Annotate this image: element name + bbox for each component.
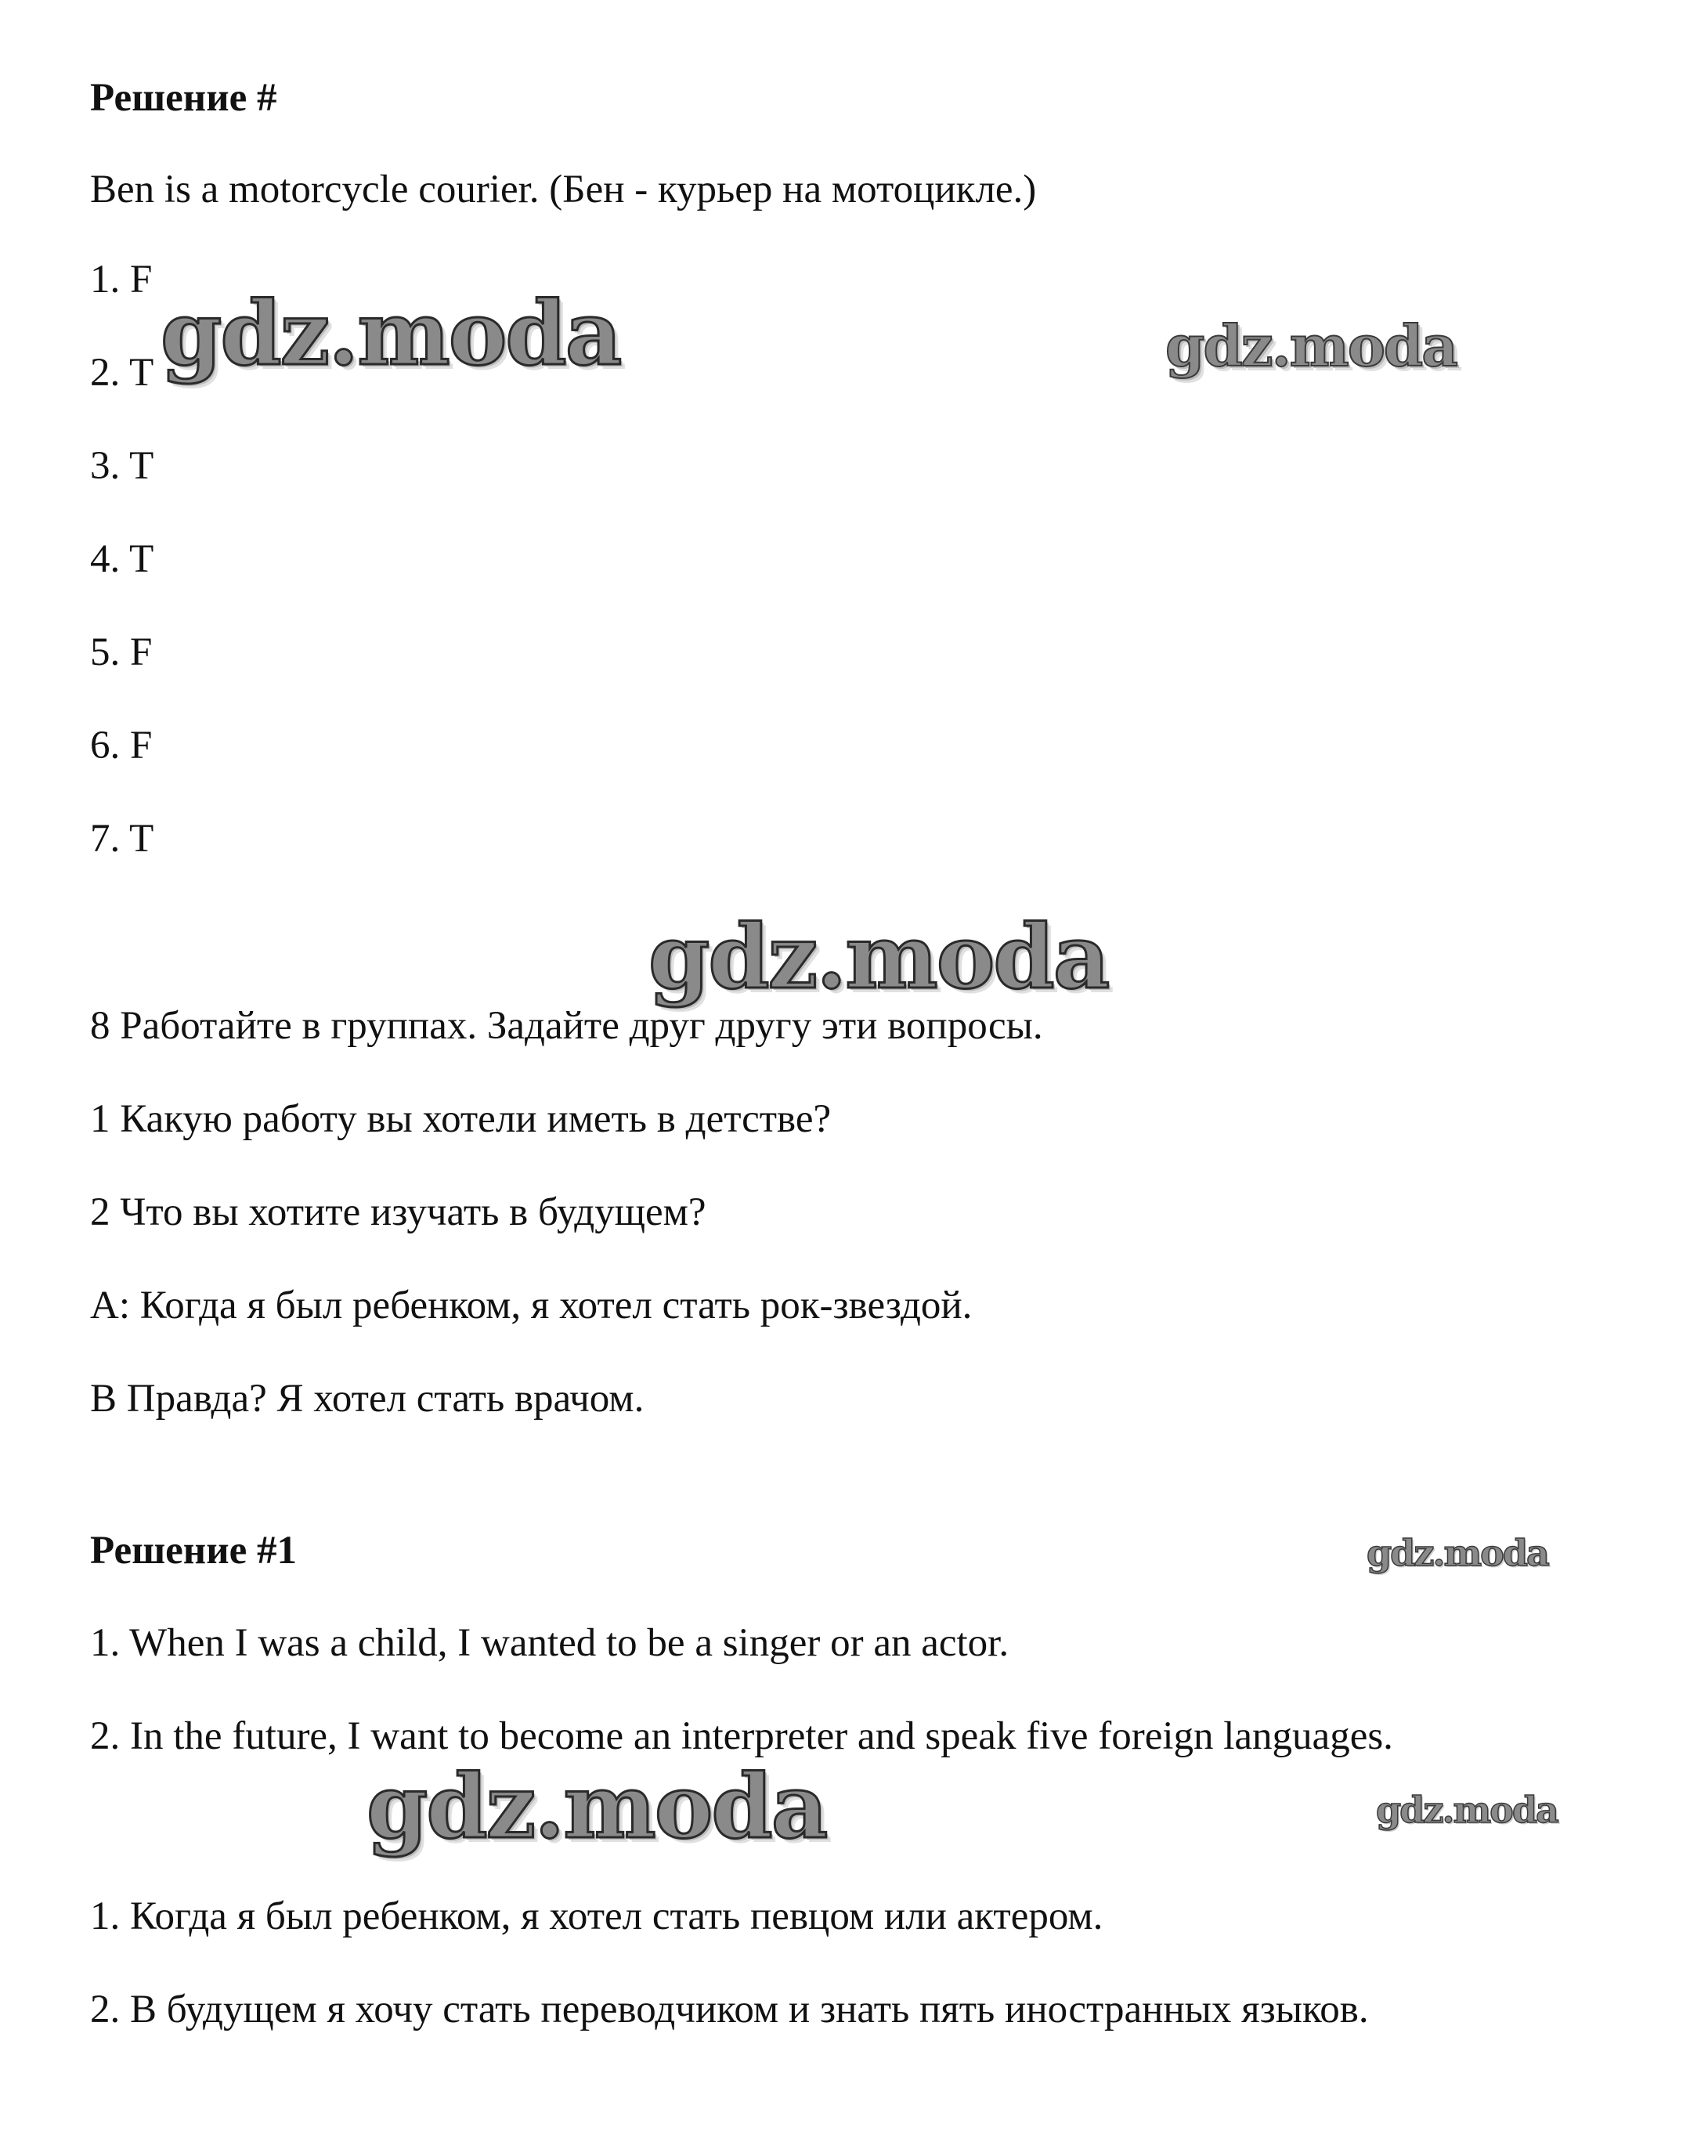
task-line: 8 Работайте в группах. Задайте друг другу эти вопросы. (90, 1004, 1043, 1048)
watermark-logo: gdz.moda (1376, 1789, 1558, 1831)
solution-heading: Решение #1 (90, 1529, 297, 1573)
answer-item: 5. F (90, 630, 153, 674)
watermark-logo: gdz.moda (1367, 1532, 1548, 1574)
answer-item: 6. F (90, 724, 153, 767)
intro-line: Ben is a motorcycle courier. (Бен - курьер на мотоцикле.) (90, 168, 1037, 211)
answer-item: 4. T (90, 537, 154, 581)
watermark-logo: gdz.moda (1165, 312, 1457, 379)
english-answer-line: 2. In the future, I want to become an interpreter and speak five foreign languages. (90, 1714, 1393, 1758)
dialogue-line: В Правда? Я хотел стать врачом. (90, 1377, 645, 1421)
watermark-logo: gdz.moda (367, 1756, 827, 1858)
dialogue-line: A: Когда я был ребенком, я хотел стать рок-звездой. (90, 1284, 973, 1327)
solution-heading: Решение # (90, 76, 277, 120)
question-line: 1 Какую работу вы хотели иметь в детстве? (90, 1097, 832, 1141)
watermark-logo: gdz.moda (648, 906, 1109, 1009)
watermark-logo: gdz.moda (161, 283, 621, 385)
answer-item: 1. F (90, 258, 153, 302)
russian-answer-line: 2. В будущем я хочу стать переводчиком и знать пять иностранных языков. (90, 1988, 1369, 2031)
answer-item: 2. T (90, 351, 154, 395)
answer-item: 7. T (90, 817, 154, 861)
russian-answer-line: 1. Когда я был ребенком, я хотел стать певцом или актером. (90, 1894, 1103, 1938)
answer-item: 3. T (90, 444, 154, 488)
english-answer-line: 1. When I was a child, I wanted to be a singer or an actor. (90, 1621, 1009, 1665)
question-line: 2 Что вы хотите изучать в будущем? (90, 1190, 706, 1234)
